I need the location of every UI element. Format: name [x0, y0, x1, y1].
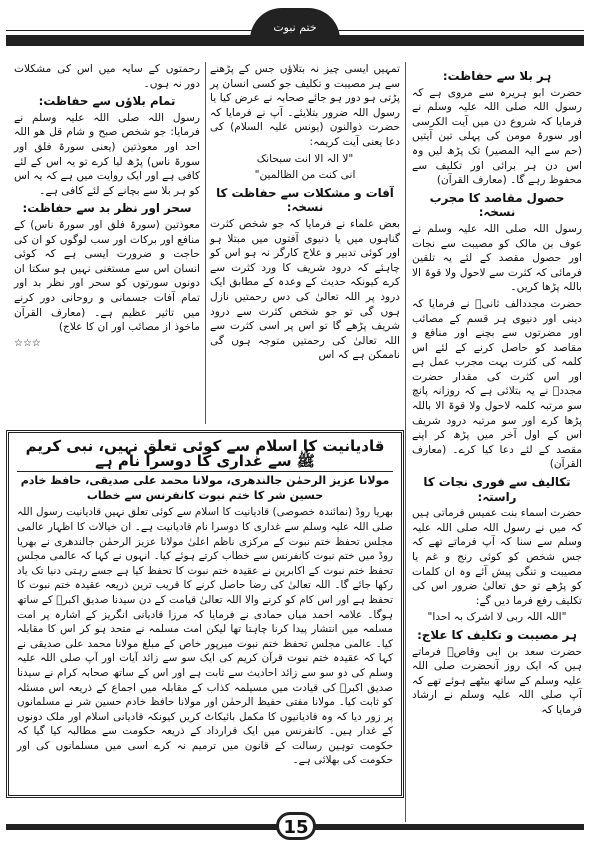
paragraph: رسول اللہ صلی اللہ علیہ وسلم نے عوف بن مالک کو مصیبت سے نجات اور حصول مقصد کے لئے یہ تلقین فرمائی کہ کثرت سے لاحول ولا قوۃ الا باللہ پڑھا کریں۔: [412, 222, 582, 294]
paragraph: حضرت سعد بن ابی وقاصؓ فرماتے ہیں کہ ایک روز آنحضرت صلی اللہ علیہ وسلم کے ساتھ بیٹھے ہوئے تھے کہ آپ صلی اللہ علیہ وسلم نے ارشاد فرمایا کہ: [412, 645, 582, 716]
news-body: [17, 505, 393, 768]
paragraph: حضرت ابو ہریرہ سے مروی ہے کہ رسول اللہ صلی اللہ علیہ وسلم نے فرمایا کہ شروع دن میں آیت الکرسی اور سورۃ مومن کی پہلی تین آیتیں (حم سے الیہ المصیر) تک پڑھ لیں وہ اس دن ہر برائی اور تکلیف سے محفوظ رہے گا۔ (معارف القرآن): [412, 86, 582, 187]
news-title: قادیانیت کا اسلام سے کوئی تعلق نہیں، نبی کریم ﷺ سے غداری کا دوسرا نام ہے: [17, 439, 393, 472]
section-heading: حصول مقاصد کا مجرب نسخہ:: [429, 190, 565, 220]
paragraph: تمہیں ایسی چیز نہ بتلاؤں جس کے پڑھنے سے ہر مصیبت و تکلیف جو کسی انسان پر پڑتی ہو دور ہو جائے صحابہ نے عرض کیا یا رسول اللہ ضرور بتلایئے۔ آپ نے فرمایا کہ حضرت ذوالنون (یونس علیہ السلام) کی دعا یعنی آیت کریمہ:: [210, 63, 400, 148]
paragraph: حضرت اسماء بنت عمیس فرماتی ہیں کہ میں نے رسول اللہ صلی اللہ علیہ وسلم سے سنا کہ آپ فرماتے تھے کہ جس شخص کو کوئی رنج و غم یا مصیبت و تنگی پیش آئے وہ ان کلمات کو پڑھے تو حق تعالیٰ ضرور اس کی تکلیف رفع فرما دیں گے:: [412, 507, 582, 607]
left-column: [14, 62, 200, 424]
paragraph: رحمتوں کے سایہ میں اس کی مشکلات دور نہ ہوں۔: [14, 63, 200, 90]
right-column: [412, 66, 582, 826]
paragraph: حضرت مجددالف ثانیؒ نے فرمایا کہ دینی اور دنیوی ہر قسم کے مصائب اور مضرتوں سے بچنے اور منافع و مقاصد کو حاصل کرنے کے لئے اس کلمہ کی کثرت بہت مجرب عمل ہے اور اس کثرت کی مقدار حضرت مجددؒ نے یہ بتلائی ہے کہ روزانہ پانچ سو مرتبہ کلمہ لاحول ولا قوۃ الا باللہ پڑھا کرے اور سو مرتبہ درود شریف اس کے اول آخر میں پڑھ کر اپنے مقصد کے لئے دعا کیا کرے۔ (معارف القرآن): [412, 297, 582, 471]
section-heading: ہر بلا سے حفاظت:: [442, 69, 552, 83]
column-divider-right: [405, 62, 406, 822]
paragraph: "لا الہ الا انت سبحانک: [256, 152, 354, 165]
page-footer: [6, 812, 584, 840]
middle-column: [210, 62, 400, 424]
column-divider-left: [205, 62, 206, 424]
section-heading: سحر اور نظر بد سے حفاظت:: [22, 201, 192, 216]
section-heading: ہر مصیبت و تکلیف کا علاج:: [417, 627, 577, 642]
news-byline: مولانا عزیز الرحمٰن جالندھری، مولانا محمد علی صدیقی، حافظ خادم حسین شر کا ختم نبوت کانفرنس سے خطاب: [20, 474, 390, 502]
section-heading: تکالیف سے فوری نجات کا راستہ:: [423, 475, 571, 504]
separator-stars: ☆☆☆: [14, 337, 41, 349]
section-heading: آفات و مشکلات سے حفاظت کا نسخہ:: [216, 185, 394, 215]
page-number: 15: [276, 812, 316, 840]
page-header: [6, 6, 584, 50]
paragraph: "اللہ اللہ ربی لا اشرک بہ احدا": [427, 611, 567, 624]
paragraph: انی کنت من الظالمین": [254, 169, 356, 182]
magazine-logo: ختم نبوت: [250, 8, 340, 44]
paragraph: رسول اللہ صلی اللہ علیہ وسلم نے فرمایا: جو شخص صبح و شام قل ھو اللہ احد اور معوذتین (یعنی سورۃ فلق اور سورۃ ناس) پڑھ لیا کرے تو یہ اس کے لئے کافی ہے اور ایک روایت میں ہے کہ یہ اس کو ہر بلا سے بچانے کے لئے کافی ہے۔: [14, 111, 200, 197]
section-heading: تمام بلاؤں سے حفاظت:: [38, 94, 176, 109]
paragraph: بعض علماء نے فرمایا کہ جو شخص کثرت گناہوں میں یا دنیوی آفتوں میں مبتلا ہو اور کوئی تدبیر و علاج کارگر نہ ہو اس کو چاہئے کہ درود شریف کا ورد کثرت سے کرے کیونکہ حدیث کے وعدہ کے مطابق ایک درود پر اللہ تعالیٰ کی دس رحمتیں نازل ہوں گی تو جو شخص کثرت سے درود شریف پڑھے گا تو اس پر اسی کثرت سے اللہ تعالیٰ کی رحمتیں متوجہ ہوں گی ناممکن ہے کہ اس: [210, 217, 400, 362]
paragraph: معوذتین (سورۃ فلق اور سورۃ ناس) کے منافع اور برکات اور سب لوگوں کو ان کی حاجت و ضرورت ایسی ہے کہ کوئی انسان اس سے مستغنی نہیں ہو سکتا ان دونوں سورتوں کو سحر اور نظر بد اور تمام آفات جسمانی و روحانی دور کرنے میں تاثیر عظیم ہے۔ (معارف القرآن ماخوذ از مصائب اور ان کا علاج): [14, 218, 200, 334]
news-box: [6, 430, 404, 798]
news-paragraph: بھریا روڈ (نمائندہ خصوصی) قادیانیت کا اسلام سے کوئی تعلق نہیں قادیانیت رسول اللہ صلی اللہ علیہ وسلم سے غداری کا دوسرا نام قادیانیت ہے۔ ان خیالات کا اظہار عالمی مجلس تحفظ ختم نبوت کے مرکزی ناظم اعلیٰ مولانا عزیز الرحمٰن جالندھری نے بھریا روڈ میں ختم نبوت کانفرنس سے خطاب کرتے ہوئے کیا۔ انہوں نے کہا کہ عالمی مجلس تحفظ ختم نبوت کے اکابرین نے عقیدہ ختم نبوت کا تحفظ کیا ہے جسے رہتی دنیا تک یاد رکھا جائے گا۔ اللہ تعالیٰ کی رضا حاصل کرنے کا قریب ترین ذریعہ عقیدہ ختم نبوت کا تحفظ ہے اور اس کام کو کرنے والا اللہ تعالیٰ قیامت کے دن سیدنا صدیق اکبرؓ کے ساتھ ہوگا۔ علامہ احمد میاں حمادی نے فرمایا کہ مرزا قادیانی انگریز کے اشارہ پر امت مسلمہ میں انتشار پیدا کرنا چاہتا تھا لیکن امت مسلمہ نے متحد ہو کر اس کا مقابلہ کیا۔ عالمی مجلس تحفظ ختم نبوت میرپور خاص کے مبلغ مولانا محمد علی صدیقی نے کہا کہ عقیدہ ختم نبوت قرآن کریم کی ایک سو سے زائد آیات اور آپ صلی اللہ علیہ وسلم کی دو سو سے زائد احادیث سے ثابت ہے اور اس کے ساتھ صحابہ کرام نے سیدنا صدیق اکبرؓ کی قیادت میں مسیلمہ کذاب کے مقابلہ میں اجماع کے ذریعہ اس مسئلہ کو ثابت کیا۔ مولانا مفتی حفیظ الرحمٰن اور مولانا حافظ خادم حسین شر نے مسلمانوں پر زور دیا کہ وہ قادیانیوں کا مکمل بائیکاٹ کریں کیونکہ قادیانی اسلام اور ملک دونوں کے غدار ہیں۔ کانفرنس میں ایک قرارداد کے ذریعہ حکومت سے مطالبہ کیا گیا کہ حکومت توہین رسالت کے قانون میں ترمیم نہ کرے اسی میں مسلمانوں کی اور حکومت کی بھلائی ہے۔: [17, 506, 393, 767]
